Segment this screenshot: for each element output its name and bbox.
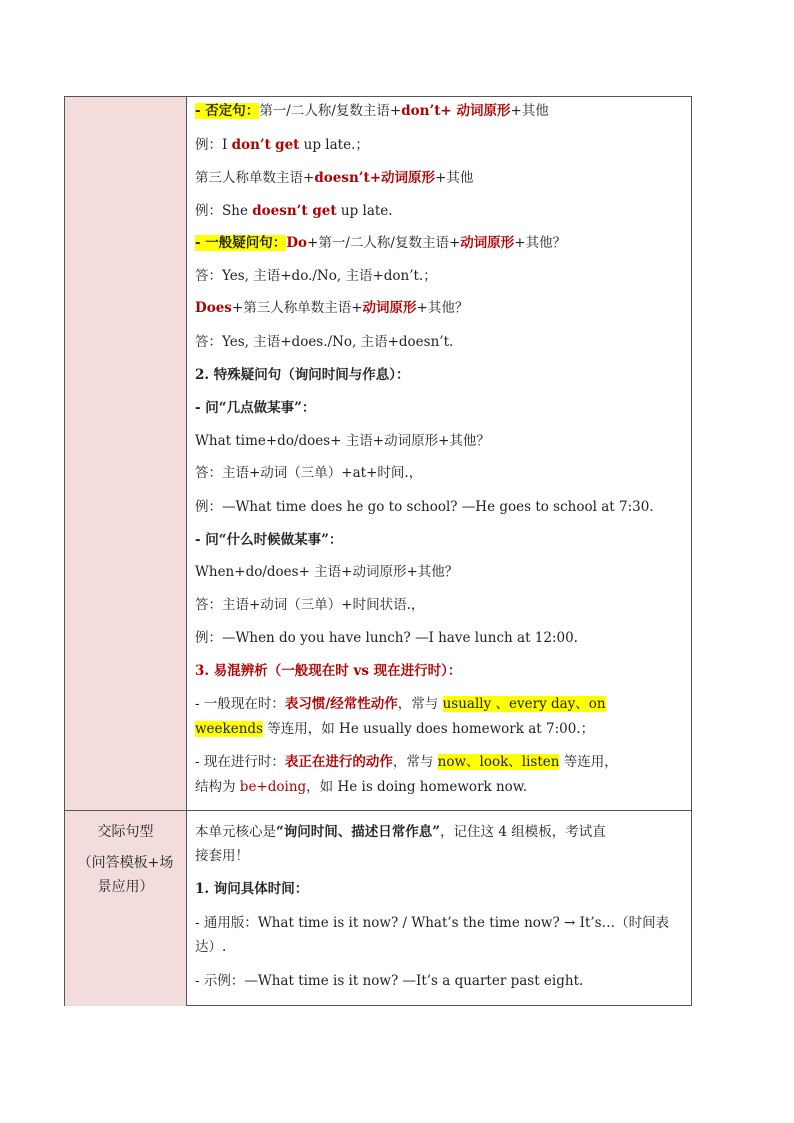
ask-time-example: 例：—What time does he go to school? —He goes to school at 7:30.	[195, 499, 654, 515]
progressive-line-2	[195, 777, 527, 797]
question-do: Do	[286, 235, 308, 251]
question-rule-a: +第一/二人称/复数主语+	[307, 235, 461, 251]
does-c: +其他？	[416, 300, 469, 316]
does-b: 动词原形	[362, 300, 417, 316]
ask-time-answer: 答：主语+动词（三单）+at+时间.，	[195, 465, 423, 481]
ask-when-rule: When+do/does+ 主语+动词原形+其他？	[195, 564, 459, 580]
simple-highlight-1: usually 、every day、on	[442, 696, 606, 712]
ex2-red: doesn’t get	[252, 203, 337, 219]
ex2-post: up late.	[336, 203, 393, 219]
intro-b: “询问时间、描述日常作息”	[276, 824, 441, 840]
section1-example: - 示例：—What time is it now? —It’s a quarter past eight.	[195, 973, 584, 989]
prog-d: 等连用，	[559, 754, 618, 770]
intro-a: 本单元核心是	[195, 824, 276, 840]
prog-f: ，如 He is doing homework now.	[306, 779, 528, 795]
question-rule-c: +其他？	[514, 235, 567, 251]
negative-title: - 否定句：	[195, 103, 260, 119]
label-line-3: 景应用）	[97, 879, 154, 895]
label-line-1: 交际句型	[97, 824, 154, 840]
section1-general-2: 达）.	[195, 939, 227, 955]
question-title: - 一般疑问句：	[195, 235, 287, 251]
simple-d: 等连用，如 He usually does homework at 7:00.；	[262, 721, 595, 737]
confusion-title: 3. 易混辨析（一般现在时 vs 现在进行时）：	[195, 663, 462, 679]
section1-general: - 通用版：What time is it now? / What’s the time now? → It’s…（时间表	[195, 915, 670, 931]
ask-when-answer: 答：主语+动词（三单）+时间状语.，	[195, 597, 425, 613]
negative-rule-b: don’t+ 动词原形	[401, 103, 511, 119]
ask-when-example: 例：—When do you have lunch? —I have lunch at 12:00.	[195, 630, 578, 646]
progressive-line-1	[195, 752, 618, 772]
grammar-table	[64, 96, 692, 1006]
ex1-post: up late.；	[299, 137, 369, 153]
simple-c: ，常与	[397, 696, 443, 712]
negative-rule-c: +其他	[510, 103, 549, 119]
question-rule-line	[195, 233, 566, 253]
prog-b: 表正在进行的动作	[284, 754, 393, 770]
simple-b: 表习惯/经常性动作	[284, 696, 398, 712]
negative-rule-a: 第一/二人称/复数主语+	[259, 103, 402, 119]
question-rule-b: 动词原形	[460, 235, 515, 251]
does-red: Does	[195, 300, 232, 316]
ex1-pre: 例：I	[195, 137, 232, 153]
left-cell-label	[65, 811, 187, 1006]
section1-title: 1. 询问具体时间：	[195, 881, 309, 897]
ex1-red1: don’t	[231, 137, 271, 153]
negative-example-2	[195, 201, 393, 221]
intro-c: ，记住这 4 组模板，考试直	[440, 824, 606, 840]
third-c: +其他	[435, 170, 474, 186]
special-question-title: 2. 特殊疑问句（询问时间与作息）：	[195, 367, 410, 383]
simple-a: - 一般现在时：	[195, 696, 285, 712]
prog-a: - 现在进行时：	[195, 754, 285, 770]
does-rule-line	[195, 298, 468, 318]
simple-present-line-2	[195, 719, 594, 739]
prog-structure: be+doing	[239, 779, 307, 795]
ex1-red2: get	[275, 137, 300, 153]
label-line-2: （问答模板+场	[77, 855, 174, 871]
answer-1: 答：Yes, 主语+do./No, 主语+don’t.；	[195, 268, 437, 284]
prog-c: ，常与	[392, 754, 438, 770]
answer-2: 答：Yes, 主语+does./No, 主语+doesn’t.	[195, 334, 454, 350]
third-person-rule	[195, 168, 473, 188]
ask-when-title: - 问“什么时候做某事”：	[195, 532, 343, 548]
ask-time-title: - 问“几点做某事”：	[195, 400, 316, 416]
ex2-pre: 例：She	[195, 203, 253, 219]
intro-line-2: 接套用！	[195, 848, 249, 864]
intro-line-1	[195, 822, 606, 842]
left-cell-empty	[65, 97, 187, 811]
negative-rule-line	[195, 101, 549, 121]
row-divider	[65, 810, 691, 811]
ask-time-rule: What time+do/does+ 主语+动词原形+其他？	[195, 433, 490, 449]
prog-e: 结构为	[195, 779, 240, 795]
third-b: doesn’t+动词原形	[314, 170, 436, 186]
does-a: +第三人称单数主语+	[231, 300, 363, 316]
prog-highlight: now、look、listen	[437, 754, 560, 770]
simple-highlight-2: weekends	[195, 721, 263, 737]
simple-present-line-1	[195, 694, 606, 714]
third-a: 第三人称单数主语+	[195, 170, 315, 186]
negative-example-1	[195, 135, 369, 155]
